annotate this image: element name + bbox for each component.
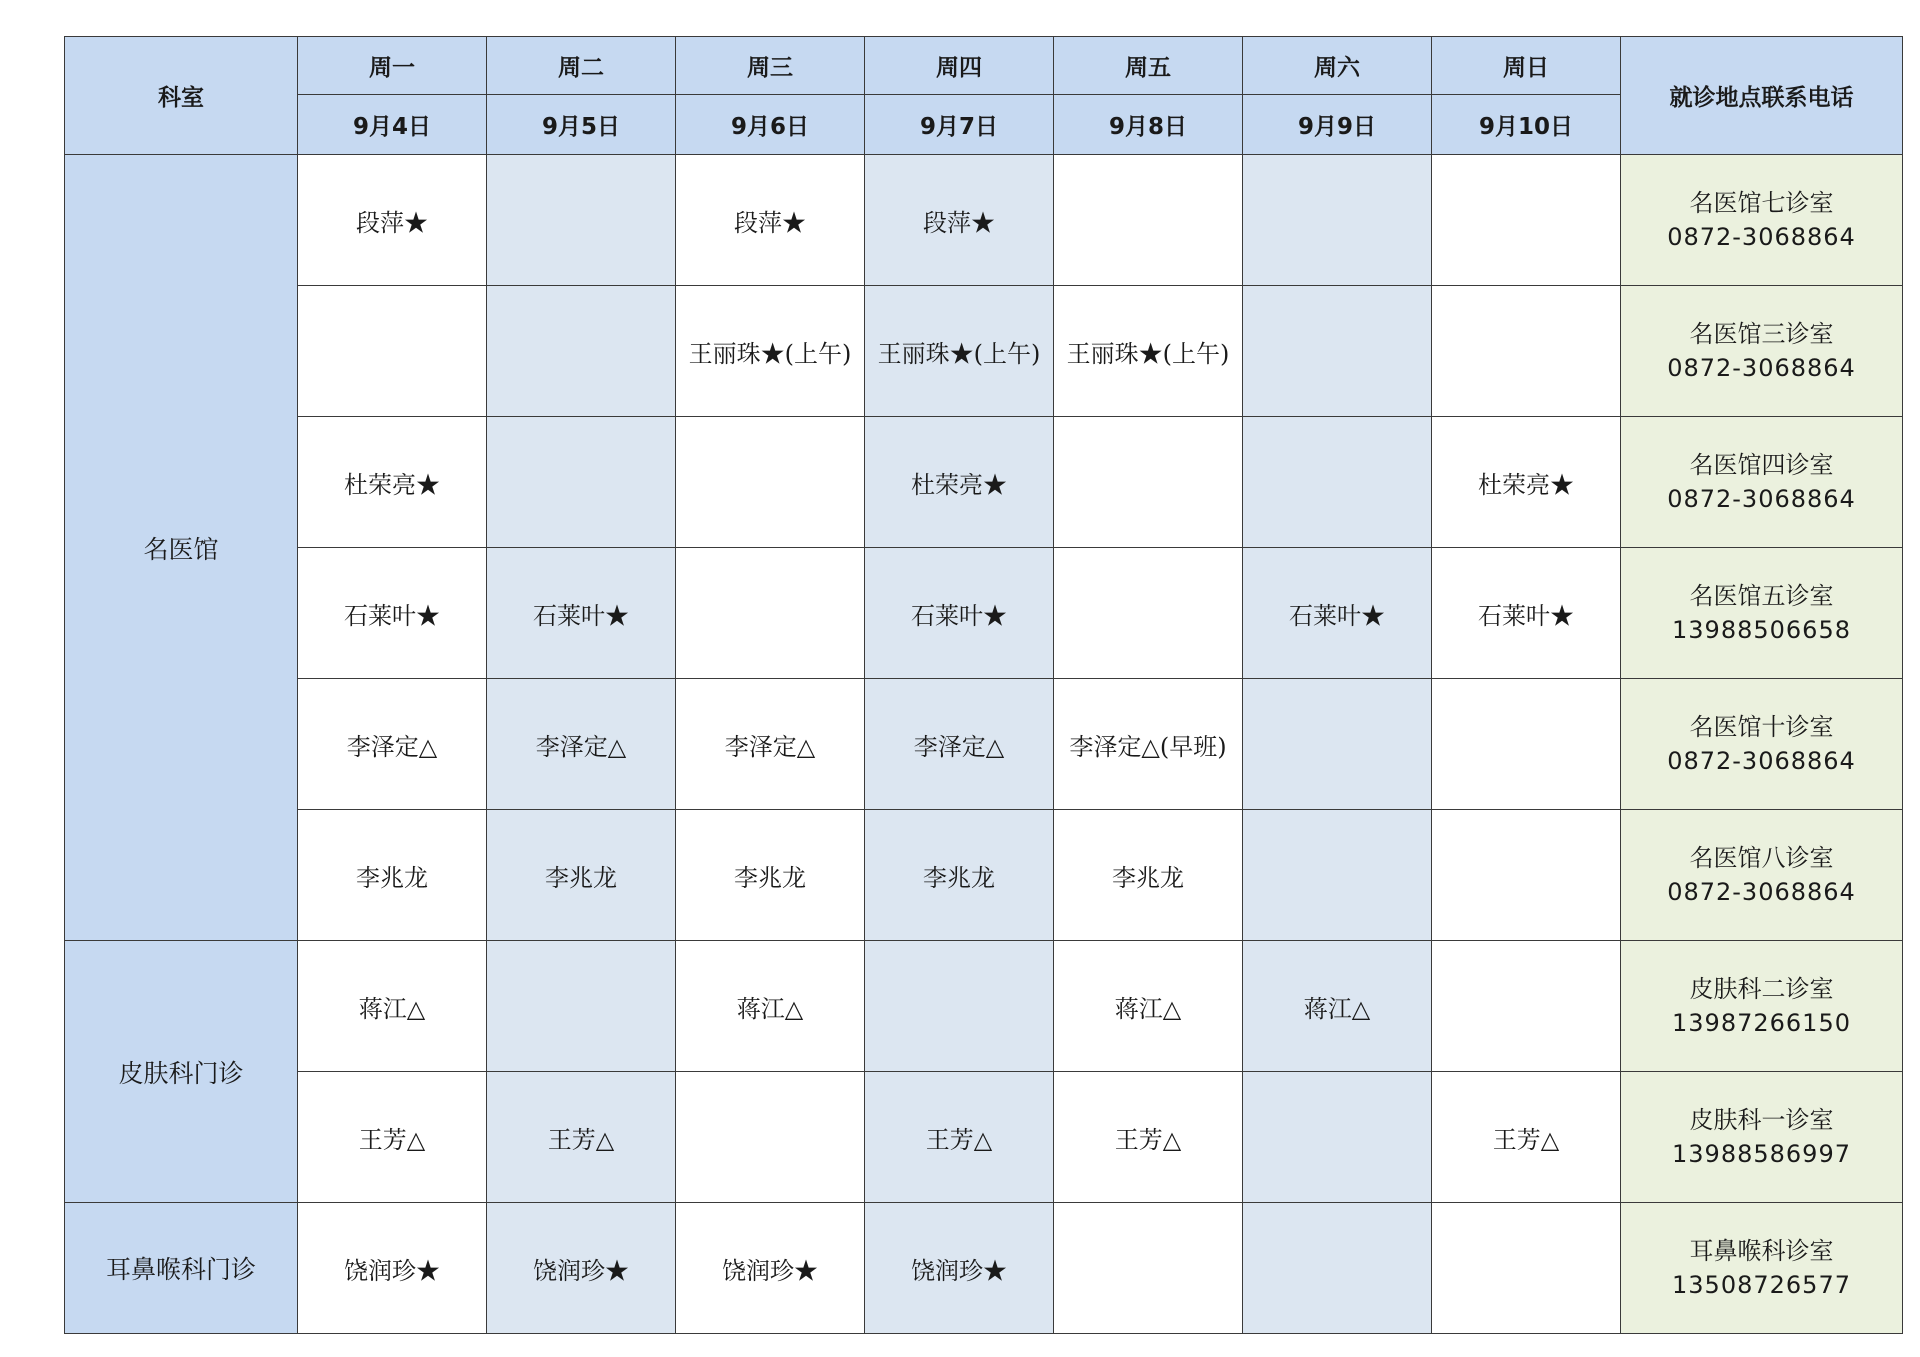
doctor-shift-cell bbox=[676, 1072, 865, 1203]
schedule-row bbox=[65, 1072, 1903, 1203]
schedule-row bbox=[65, 679, 1903, 810]
room-name: 名医馆八诊室 bbox=[1689, 844, 1834, 872]
department-cell: 皮肤科门诊 bbox=[65, 941, 298, 1203]
contact-cell bbox=[1621, 679, 1903, 810]
schedule-row bbox=[65, 810, 1903, 941]
phone-number: 0872-3068864 bbox=[1667, 223, 1856, 251]
weekday-header: 周二 bbox=[487, 37, 676, 95]
doctor-shift-cell bbox=[1243, 810, 1432, 941]
doctor-shift-cell: 蒋江△ bbox=[1054, 941, 1243, 1072]
doctor-shift-cell: 王芳△ bbox=[1432, 1072, 1621, 1203]
weekday-header: 周日 bbox=[1432, 37, 1621, 95]
doctor-shift-cell bbox=[487, 155, 676, 286]
doctor-shift-cell: 石莱叶★ bbox=[487, 548, 676, 679]
doctor-shift-cell: 李兆龙 bbox=[1054, 810, 1243, 941]
doctor-shift-cell: 饶润珍★ bbox=[676, 1203, 865, 1334]
date-header: 9月10日 bbox=[1432, 95, 1621, 155]
doctor-shift-cell: 李泽定△ bbox=[676, 679, 865, 810]
date-header: 9月9日 bbox=[1243, 95, 1432, 155]
schedule-row bbox=[65, 941, 1903, 1072]
doctor-shift-cell: 蒋江△ bbox=[676, 941, 865, 1072]
doctor-shift-cell bbox=[1432, 679, 1621, 810]
doctor-shift-cell bbox=[1243, 1203, 1432, 1334]
date-header: 9月5日 bbox=[487, 95, 676, 155]
doctor-shift-cell bbox=[487, 286, 676, 417]
doctor-shift-cell bbox=[1432, 810, 1621, 941]
doctor-shift-cell: 石莱叶★ bbox=[298, 548, 487, 679]
doctor-shift-cell: 王丽珠★(上午) bbox=[676, 286, 865, 417]
room-name: 名医馆三诊室 bbox=[1689, 320, 1834, 348]
room-name: 名医馆五诊室 bbox=[1689, 582, 1834, 610]
doctor-shift-cell bbox=[1432, 1203, 1621, 1334]
contact-cell bbox=[1621, 810, 1903, 941]
weekday-header: 周五 bbox=[1054, 37, 1243, 95]
doctor-shift-cell: 李泽定△ bbox=[865, 679, 1054, 810]
doctor-shift-cell: 蒋江△ bbox=[298, 941, 487, 1072]
doctor-shift-cell: 蒋江△ bbox=[1243, 941, 1432, 1072]
doctor-shift-cell: 李兆龙 bbox=[298, 810, 487, 941]
dept-column-header: 科室 bbox=[65, 37, 298, 155]
doctor-shift-cell bbox=[1054, 1203, 1243, 1334]
doctor-shift-cell: 李泽定△ bbox=[487, 679, 676, 810]
doctor-shift-cell: 王丽珠★(上午) bbox=[865, 286, 1054, 417]
doctor-shift-cell bbox=[1243, 679, 1432, 810]
weekday-header: 周三 bbox=[676, 37, 865, 95]
doctor-shift-cell: 杜荣亮★ bbox=[865, 417, 1054, 548]
room-name: 名医馆七诊室 bbox=[1689, 189, 1834, 217]
phone-number: 13987266150 bbox=[1672, 1009, 1851, 1037]
contact-cell bbox=[1621, 417, 1903, 548]
doctor-shift-cell bbox=[865, 941, 1054, 1072]
doctor-shift-cell bbox=[298, 286, 487, 417]
doctor-shift-cell bbox=[1243, 417, 1432, 548]
room-name: 皮肤科一诊室 bbox=[1689, 1106, 1834, 1134]
doctor-shift-cell: 段萍★ bbox=[298, 155, 487, 286]
doctor-shift-cell bbox=[487, 941, 676, 1072]
doctor-shift-cell bbox=[1054, 417, 1243, 548]
date-header: 9月6日 bbox=[676, 95, 865, 155]
doctor-shift-cell bbox=[676, 417, 865, 548]
date-header: 9月7日 bbox=[865, 95, 1054, 155]
date-header: 9月4日 bbox=[298, 95, 487, 155]
room-name: 名医馆四诊室 bbox=[1689, 451, 1834, 479]
doctor-shift-cell bbox=[1432, 155, 1621, 286]
weekday-header: 周一 bbox=[298, 37, 487, 95]
room-name: 名医馆十诊室 bbox=[1689, 713, 1834, 741]
doctor-shift-cell bbox=[1243, 1072, 1432, 1203]
contact-cell bbox=[1621, 286, 1903, 417]
doctor-shift-cell bbox=[1243, 286, 1432, 417]
doctor-shift-cell: 李兆龙 bbox=[865, 810, 1054, 941]
phone-number: 0872-3068864 bbox=[1667, 485, 1856, 513]
department-cell: 耳鼻喉科门诊 bbox=[65, 1203, 298, 1334]
doctor-shift-cell: 李泽定△(早班) bbox=[1054, 679, 1243, 810]
doctor-shift-cell: 李兆龙 bbox=[676, 810, 865, 941]
weekday-header: 周六 bbox=[1243, 37, 1432, 95]
room-name: 耳鼻喉科诊室 bbox=[1689, 1237, 1834, 1265]
contact-cell bbox=[1621, 155, 1903, 286]
phone-number: 0872-3068864 bbox=[1667, 354, 1856, 382]
contact-cell bbox=[1621, 941, 1903, 1072]
doctor-shift-cell: 李泽定△ bbox=[298, 679, 487, 810]
date-header: 9月8日 bbox=[1054, 95, 1243, 155]
doctor-shift-cell: 王丽珠★(上午) bbox=[1054, 286, 1243, 417]
doctor-shift-cell bbox=[1054, 155, 1243, 286]
doctor-shift-cell: 饶润珍★ bbox=[298, 1203, 487, 1334]
phone-number: 0872-3068864 bbox=[1667, 747, 1856, 775]
doctor-shift-cell bbox=[1054, 548, 1243, 679]
doctor-shift-cell: 杜荣亮★ bbox=[1432, 417, 1621, 548]
doctor-shift-cell bbox=[1243, 155, 1432, 286]
room-name: 皮肤科二诊室 bbox=[1689, 975, 1834, 1003]
weekday-header: 周四 bbox=[865, 37, 1054, 95]
phone-number: 13508726577 bbox=[1672, 1271, 1851, 1299]
schedule-row bbox=[65, 417, 1903, 548]
header-weekday-row bbox=[65, 37, 1903, 95]
department-cell: 名医馆 bbox=[65, 155, 298, 941]
contact-cell bbox=[1621, 1203, 1903, 1334]
doctor-shift-cell: 石莱叶★ bbox=[865, 548, 1054, 679]
contact-cell bbox=[1621, 1072, 1903, 1203]
doctor-shift-cell: 段萍★ bbox=[676, 155, 865, 286]
doctor-shift-cell: 王芳△ bbox=[487, 1072, 676, 1203]
doctor-shift-cell bbox=[1432, 941, 1621, 1072]
phone-number: 13988506658 bbox=[1672, 616, 1851, 644]
contact-column-header: 就诊地点联系电话 bbox=[1621, 37, 1903, 155]
doctor-shift-cell bbox=[1432, 286, 1621, 417]
contact-cell bbox=[1621, 548, 1903, 679]
doctor-shift-cell: 石莱叶★ bbox=[1243, 548, 1432, 679]
phone-number: 13988586997 bbox=[1672, 1140, 1851, 1168]
doctor-shift-cell: 饶润珍★ bbox=[865, 1203, 1054, 1334]
doctor-shift-cell: 王芳△ bbox=[865, 1072, 1054, 1203]
schedule-row bbox=[65, 286, 1903, 417]
doctor-shift-cell: 王芳△ bbox=[298, 1072, 487, 1203]
doctor-shift-cell: 李兆龙 bbox=[487, 810, 676, 941]
schedule-row bbox=[65, 155, 1903, 286]
doctor-shift-cell bbox=[487, 417, 676, 548]
doctor-shift-cell: 段萍★ bbox=[865, 155, 1054, 286]
doctor-shift-cell: 王芳△ bbox=[1054, 1072, 1243, 1203]
phone-number: 0872-3068864 bbox=[1667, 878, 1856, 906]
schedule-row bbox=[65, 548, 1903, 679]
doctor-shift-cell: 石莱叶★ bbox=[1432, 548, 1621, 679]
schedule-row bbox=[65, 1203, 1903, 1334]
clinic-schedule-table bbox=[64, 36, 1903, 1334]
doctor-shift-cell: 饶润珍★ bbox=[487, 1203, 676, 1334]
doctor-shift-cell: 杜荣亮★ bbox=[298, 417, 487, 548]
doctor-shift-cell bbox=[676, 548, 865, 679]
